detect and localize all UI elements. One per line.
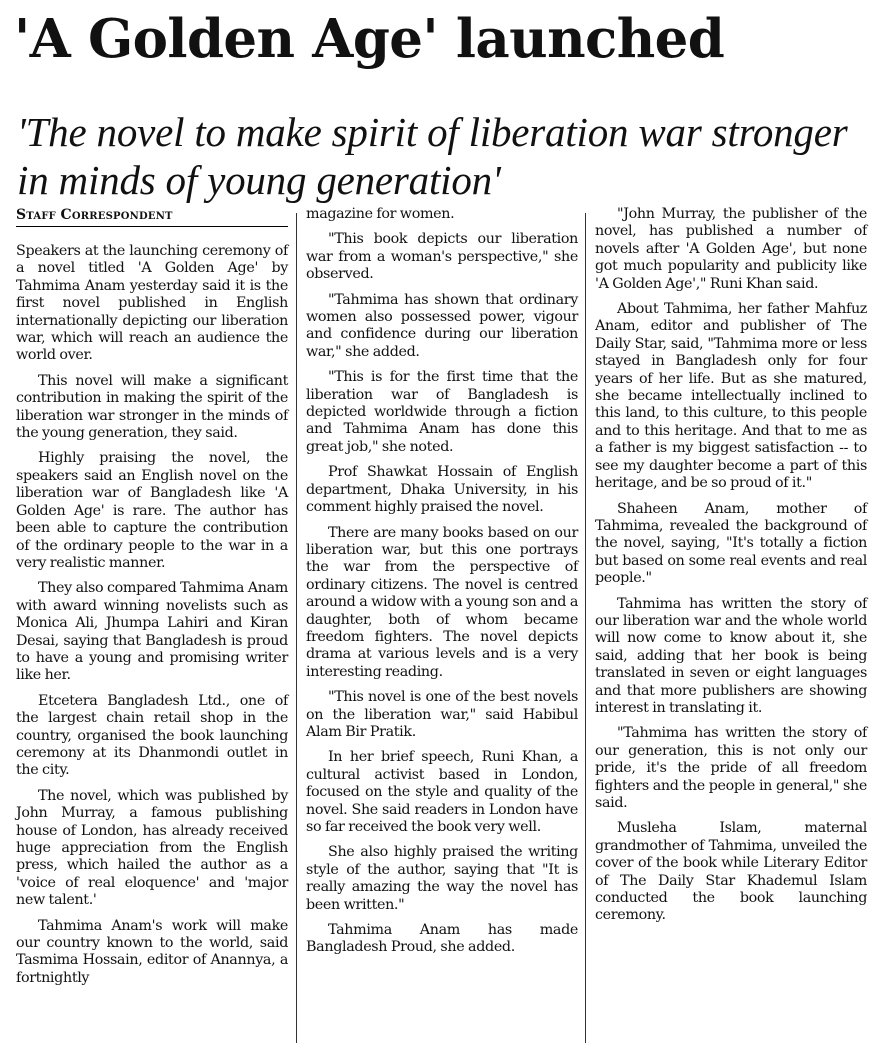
column-1 [16, 206, 288, 995]
paragraph: Speakers at the launching ceremony of a novel titled 'A Golden Age' by Tahmima Anam yesterday said it is the first novel published in English internationally depicting our liberation war, which will reach an audience the world over. [16, 243, 288, 364]
headline: 'A Golden Age' launched [14, 8, 725, 70]
subheadline: 'The novel to make spirit of liberation war stronger in minds of young generation' [17, 109, 848, 203]
paragraph: "This is for the first time that the liberation war of Bangladesh is depicted worldwide through a fiction and Tahmima Anam has done this great job," she noted. [306, 369, 578, 455]
column-3 [595, 206, 867, 933]
paragraph: They also compared Tahmima Anam with award winning novelists such as Monica Ali, Jhumpa Lahiri and Kiran Desai, saying that Bangladesh is proud to have a young and promising writer like her. [16, 580, 288, 684]
paragraph: "Tahmima has shown that ordinary women also possessed power, vigour and confidence during our liberation war," she added. [306, 291, 578, 360]
article-body [0, 206, 879, 1046]
paragraph: Tahmima Anam's work will make our country known to the world, said Tasmima Hossain, editor of Anannya, a fortnightly [16, 917, 288, 986]
paragraph: magazine for women. [306, 206, 455, 222]
paragraph: "This book depicts our liberation war from a woman's perspective," she observed. [306, 231, 578, 283]
paragraph: She also highly praised the writing style of the author, saying that "It is really amazing the way the novel has been written." [306, 844, 578, 913]
paragraph: "Tahmima has written the story of our generation, this is not only our pride, it's the pride of all freedom fighters and the people in general," she said. [595, 725, 867, 811]
paragraph: The novel, which was published by John Murray, a famous publishing house of London, has already received huge appreciation from the English press, which hailed the author as a 'voice of real eloquence' and 'major new talent.' [16, 787, 288, 909]
paragraph: "This novel is one of the best novels on the liberation war," said Habibul Alam Bir Pratik. [306, 689, 578, 740]
paragraph: Musleha Islam, maternal grandmother of Tahmima, unveiled the cover of the book while Literary Editor of The Daily Star Khademul Islam conducted the book launching ceremony. [595, 820, 867, 924]
paragraph: Etcetera Bangladesh Ltd., one of the largest chain retail shop in the country, organised the book launching ceremony at its Dhanmondi outlet in the city. [16, 692, 288, 779]
paragraph: Prof Shawkat Hossain of English department, Dhaka University, in his comment highly praised the novel. [306, 464, 578, 516]
paragraph: This novel will make a significant contribution in making the spirit of the liberation war stronger in the minds of the young generation, they said. [16, 372, 288, 442]
paragraph: Tahmima Anam has made Bangladesh Proud, she added. [306, 922, 578, 956]
paragraph: About Tahmima, her father Mahfuz Anam, editor and publisher of The Daily Star, said, "Tahmima more or less stayed in Bangladesh only for four years of her life. But as she matured, she became intellectually inclined to this land, to this culture, to this people and to this heritage. And that to me as a father is my biggest satisfaction -- to see my daughter become a part of this heritage, and be so proud of it." [595, 301, 867, 492]
column-2 [306, 206, 578, 965]
paragraph: Shaheen Anam, mother of Tahmima, revealed the background of the novel, saying, "It's totally a fiction but based on some real events and real people." [595, 500, 867, 587]
paragraph: Highly praising the novel, the speakers said an English novel on the liberation war of Bangladesh like 'A Golden Age' is rare. The author has been able to capture the contribution of the ordinary people to the war in a very realistic manner. [16, 450, 288, 571]
paragraph: "John Murray, the publisher of the novel, has published a number of novels after 'A Golden Age', but none got much popularity and publicity like 'A Golden Age'," Runi Khan said. [595, 206, 867, 292]
paragraph: Tahmima has written the story of our liberation war and the whole world will now come to know about it, she said, adding that her book is being translated in seven or eight languages and that more publishers are showing interest in translating it. [595, 595, 867, 716]
paragraph: There are many books based on our liberation war, but this one portrays the war from the perspective of ordinary citizens. The novel is centred around a widow with a young son and a daughter, both of whom became freedom fighters. The novel depicts drama at various levels and is a very interesting reading. [306, 524, 578, 680]
paragraph: In her brief speech, Runi Khan, a cultural activist based in London, focused on the style and quality of the novel. She said readers in London have so far received the book very well. [306, 749, 578, 835]
byline: Staff Correspondent [16, 206, 288, 227]
